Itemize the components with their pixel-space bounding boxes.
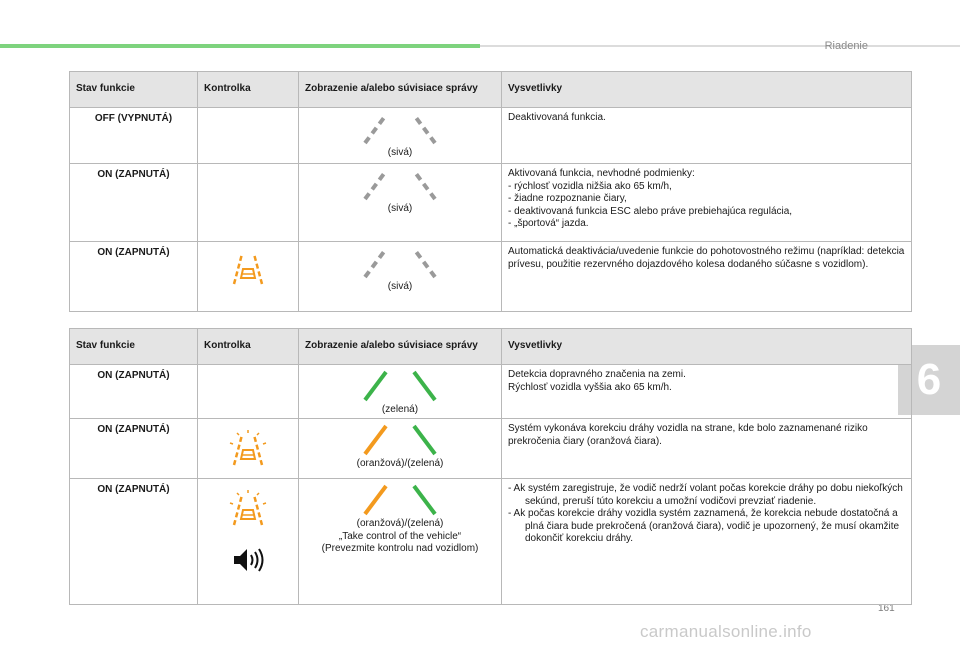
- header-rule: [480, 45, 960, 47]
- table-header-row: [70, 329, 912, 365]
- display-cell: [299, 164, 502, 242]
- table-header-row: [70, 72, 912, 108]
- state-cell: OFF (VYPNUTÁ): [70, 108, 198, 164]
- explanation-line: Aktivovaná funkcia, nevhodné podmienky:: [508, 168, 695, 179]
- display-cell: [299, 108, 502, 164]
- lamp-cell: [198, 242, 299, 312]
- explanation-cell: [502, 164, 912, 242]
- lane-lines-grey-icon: [355, 113, 445, 145]
- lamp-cell: [198, 108, 299, 164]
- chapter-tab: 6: [898, 345, 960, 415]
- lane-correction-icon: [228, 429, 268, 467]
- display-caption: (zelená): [381, 404, 419, 415]
- col-header-state: Stav funkcie: [70, 329, 198, 365]
- display-message: „Take control of the vehicle“: [338, 530, 462, 542]
- explanation-line: - žiadne rozpoznanie čiary,: [508, 193, 627, 204]
- explanation-line: Rýchlosť vozidla vyššia ako 65 km/h.: [508, 381, 672, 393]
- explanation-line: Deaktivovaná funkcia.: [508, 112, 606, 123]
- table-row: [70, 108, 912, 164]
- explanation-cell: [502, 479, 912, 605]
- display-cell: [299, 479, 502, 605]
- status-table-2: [69, 328, 912, 605]
- state-cell: ON (ZAPNUTÁ): [70, 479, 198, 605]
- accent-bar: [0, 44, 480, 48]
- lane-lines-grey-icon: [355, 169, 445, 201]
- display-caption: (sivá): [387, 203, 413, 214]
- explanation-cell: [502, 419, 912, 479]
- explanation-line: - Ak počas korekcie dráhy vozidla systém zaznamená, že korekcia nebude dostatočná a plná čiara bude prekročená (oranžová čiara), vodič je upozornený, že musí okamžite dokončiť korekciu dráhy.: [508, 508, 900, 544]
- explanation-line: Detekcia dopravného značenia na zemi.: [508, 369, 686, 380]
- display-caption: (sivá): [387, 281, 413, 292]
- display-message-translation: (Prevezmite kontrolu nad vozidlom): [321, 543, 479, 554]
- display-cell: [299, 242, 502, 312]
- col-header-explanation: Vysvetlivky: [502, 329, 912, 365]
- speaker-icon: [231, 546, 265, 574]
- explanation-cell: [502, 242, 912, 312]
- state-cell: ON (ZAPNUTÁ): [70, 164, 198, 242]
- explanation-line: - rýchlosť vozidla nižšia ako 65 km/h,: [508, 180, 672, 192]
- lamp-cell: [198, 365, 299, 419]
- explanation-line: Automatická deaktivácia/uvedenie funkcie do pohotovostného režimu (napríklad: detekcia prívesu, použitie rezervného dojazdového kolesa dodaného súčasne s vozidlom).: [508, 246, 905, 270]
- display-cell: [299, 365, 502, 419]
- col-header-lamp: Kontrolka: [198, 72, 299, 108]
- explanation-line: Systém vykonáva korekciu dráhy vozidla na strane, kde bolo zaznamenané riziko prekročenia čiary (oranžová čiara).: [508, 423, 868, 447]
- watermark: carmanualsonline.info: [640, 622, 812, 641]
- col-header-lamp: Kontrolka: [198, 329, 299, 365]
- lamp-cell: [198, 164, 299, 242]
- col-header-display: Zobrazenie a/alebo súvisiace správy: [299, 72, 502, 108]
- lamp-cell: [198, 419, 299, 479]
- col-header-state: Stav funkcie: [70, 72, 198, 108]
- explanation-line: - „športová“ jazda.: [508, 218, 589, 229]
- display-caption: (oranžová)/(zelená): [356, 458, 444, 469]
- display-caption: (sivá): [387, 147, 413, 158]
- explanation-line: - Ak systém zaregistruje, že vodič nedrží volant počas korekcie dráhy po dobu niekoľkých sekúnd, preruší túto korekciu a umožní vodičovi prevziať riadenie.: [508, 483, 903, 507]
- page-number: 161: [878, 603, 895, 614]
- explanation-line: - deaktivovaná funkcia ESC alebo práve prebiehajúca regulácia,: [508, 205, 793, 217]
- lamp-cell: [198, 479, 299, 605]
- state-cell: ON (ZAPNUTÁ): [70, 365, 198, 419]
- col-header-explanation: Vysvetlivky: [502, 72, 912, 108]
- display-cell: [299, 419, 502, 479]
- table-row: [70, 242, 912, 312]
- lane-lines-grey-icon: [355, 247, 445, 279]
- lane-lines-orange-green-icon: [355, 424, 445, 456]
- col-header-display: Zobrazenie a/alebo súvisiace správy: [299, 329, 502, 365]
- status-table-1: [69, 71, 912, 312]
- table-row: [70, 164, 912, 242]
- state-cell: ON (ZAPNUTÁ): [70, 419, 198, 479]
- section-title: Riadenie: [824, 40, 868, 52]
- lane-correction-icon: [228, 489, 268, 527]
- explanation-cell: [502, 365, 912, 419]
- table-row: [70, 479, 912, 605]
- table-row: [70, 419, 912, 479]
- table-row: [70, 365, 912, 419]
- lane-lines-orange-green-icon: [355, 484, 445, 516]
- lane-warning-icon: [230, 252, 266, 286]
- lane-lines-green-icon: [355, 370, 445, 402]
- state-cell: ON (ZAPNUTÁ): [70, 242, 198, 312]
- explanation-cell: [502, 108, 912, 164]
- display-caption: (oranžová)/(zelená): [356, 518, 444, 529]
